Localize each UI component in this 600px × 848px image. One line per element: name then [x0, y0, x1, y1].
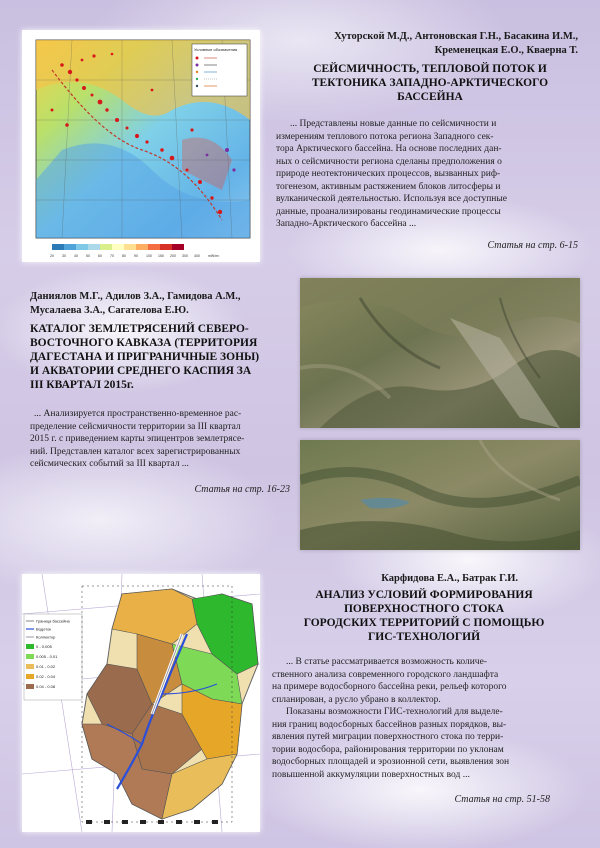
abstract-line: водосборных площадей и эрозионной сети, выявления зон [272, 757, 510, 767]
article2-title-line: ВОСТОЧНОГО КАВКАЗА (ТЕРРИТОРИЯ [30, 337, 258, 349]
article1-title [280, 62, 580, 104]
abstract-line: тории водосбора, районирования территории по уклонам [272, 744, 504, 755]
article2-page-ref[interactable]: Статья на стр. 16-23 [194, 484, 290, 495]
abstract-line: ния границ водосборных бассейнов разных порядков, вы- [272, 719, 507, 730]
legend-label: Граница бассейна [36, 618, 70, 624]
abstract-line: сейсмических событий за III квартал ... [30, 459, 189, 469]
article1-page-ref[interactable]: Статья на стр. 6-15 [487, 240, 578, 251]
colorbar-tick: 30 [62, 254, 66, 258]
article3-title-line: ПОВЕРХНОСТНОГО СТОКА [343, 603, 505, 615]
watershed-gis-map [22, 574, 260, 832]
article2-title-line: ДАГЕСТАНА И ПРИГРАНИЧНЫЕ ЗОНЫ) [30, 351, 260, 363]
abstract-line: ных о сейсмичности региона сделаны предположения о [276, 156, 502, 167]
colorbar-tick: 80 [122, 254, 126, 258]
article1-title-line: БАССЕЙНА [397, 91, 463, 103]
article3-title [284, 588, 564, 644]
map1-legend-title: Условные обозначения [194, 47, 238, 52]
article3-abstract [272, 656, 570, 781]
abstract-line: Показаны возможности ГИС-технологий для выделе- [286, 707, 503, 717]
legend-label: 0.04 - 0.08 [36, 684, 56, 689]
legend-label: 0.02 - 0.04 [36, 674, 56, 679]
colorbar-tick: 60 [98, 254, 102, 258]
article3-title-line: ГИС-ТЕХНОЛОГИЙ [367, 631, 481, 643]
abstract-line: данные, проанализированы геодинамические процессы [276, 206, 501, 217]
abstract-line: ний. Представлен каталог всех зарегистрированных [30, 446, 241, 457]
article2-title-line: КАТАЛОГ ЗЕМЛЕТРЯСЕНИЙ СЕВЕРО- [30, 323, 249, 335]
article3-authors-line: Карфидова Е.А., Батрак Г.И. [381, 573, 518, 584]
article1-authors [272, 30, 578, 58]
abstract-line: Западно-Арктического бассейна ... [276, 219, 417, 229]
abstract-line: тора Арктического бассейна. На основе последних дан- [276, 144, 502, 154]
colorbar-tick: 150 [158, 254, 164, 258]
satellite-photo-bottom [300, 440, 580, 550]
abstract-line: тогенезом, активным растяжением блоков литосферы и [276, 181, 501, 192]
legend-label: Водоток [36, 626, 52, 632]
article2-authors [30, 290, 290, 318]
abstract-line: вулканической деятельностью. Используя все доступные [276, 194, 507, 204]
article3-title-line: ГОРОДСКИХ ТЕРРИТОРИЙ С ПОМОЩЬЮ [303, 617, 545, 629]
colorbar-tick: 300 [182, 254, 188, 258]
article3-title-line: АНАЛИЗ УСЛОВИЙ ФОРМИРОВАНИЯ [315, 589, 533, 601]
colorbar-tick: 200 [170, 254, 176, 258]
legend-label: 0.005 - 0.01 [36, 654, 58, 659]
abstract-line: ... В статье рассматривается возможность количе- [286, 657, 487, 667]
article2-abstract [30, 408, 286, 471]
article1-authors-line: Хуторской М.Д., Антоновская Г.Н., Басакина И.М., [334, 31, 578, 42]
colorbar-tick: 70 [110, 254, 114, 258]
abstract-line: на примере водосборного бассейна реки, рельеф которого [272, 682, 507, 692]
article1-title-line: СЕЙСМИЧНОСТЬ, ТЕПЛОВОЙ ПОТОК И [313, 63, 547, 75]
satellite-photo-top [300, 278, 580, 428]
article2-title-line: III КВАРТАЛ 2015г. [30, 379, 134, 391]
colorbar-tick: 90 [134, 254, 138, 258]
abstract-line: ственного анализа современного городского ландшафта [272, 669, 499, 680]
colorbar-tick: 40 [74, 254, 78, 258]
article1-authors-line: Кременецкая Е.О., Кваерна Т. [434, 45, 578, 56]
abstract-line: ... Представлены новые данные по сейсмичности и [290, 119, 497, 129]
colorbar-tick: mW/m² [208, 254, 220, 258]
legend-label: Коллектор [36, 634, 56, 640]
abstract-line: пределение сейсмичности территории за III квартал [30, 421, 241, 432]
article1-title-line: ТЕКТОНИКА ЗАПАДНО-АРКТИЧЕСКОГО [311, 77, 549, 89]
seismicity-heatflow-map [22, 30, 260, 262]
colorbar-tick: 20 [50, 254, 54, 258]
legend-label: 0 - 0.005 [36, 644, 52, 649]
abstract-line: спланирован, а русло убрано в коллектор. [272, 694, 441, 705]
article3-page-ref[interactable]: Статья на стр. 51-58 [454, 794, 550, 805]
abstract-line: природе неотектонических процессов, вызванных риф- [276, 169, 501, 179]
colorbar-tick: 50 [86, 254, 90, 258]
article3-authors [300, 572, 518, 586]
abstract-line: повышенной аккумуляции поверхностных вод ... [272, 769, 470, 780]
article2-authors-line: Даниялов М.Г., Адилов З.А., Гамидова А.М., [30, 291, 241, 302]
article2-title-line: И АКВАТОРИИ СРЕДНЕГО КАСПИЯ ЗА [30, 365, 252, 377]
colorbar-tick: 400 [194, 254, 200, 258]
colorbar-tick: 100 [146, 254, 152, 258]
abstract-line: явления путей миграции поверхностного стока по терри- [272, 732, 504, 742]
article2-authors-line: Мусалаева З.А., Сагателова Е.Ю. [30, 305, 189, 316]
article2-title [30, 322, 290, 392]
article1-abstract [276, 118, 578, 231]
abstract-line: измерениям теплового потока региона Западного сек- [276, 131, 494, 142]
legend-label: 0.01 - 0.02 [36, 664, 56, 669]
abstract-line: 2015 г. с приведением карты эпицентров землетрясе- [30, 434, 245, 444]
abstract-line: ... Анализируется пространственно-временное рас- [34, 409, 242, 419]
